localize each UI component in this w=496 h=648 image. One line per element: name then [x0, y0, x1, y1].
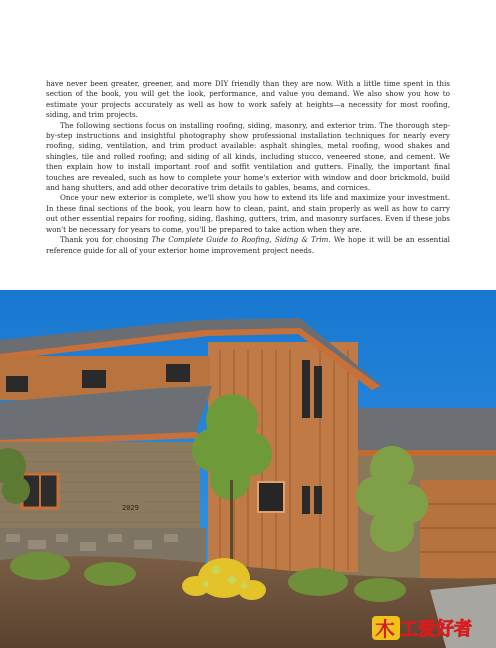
garage-door [420, 480, 496, 580]
svg-text:木: 木 [375, 617, 395, 641]
paragraph-4 [46, 235, 450, 256]
tower-window-3 [302, 486, 310, 514]
house-illustration [0, 290, 496, 648]
upper-window-3 [166, 364, 190, 382]
body-text [46, 79, 450, 256]
tower-window-5 [258, 482, 284, 512]
paragraph-3: Once your new exterior is complete, we'll show you how to extend its life and maximize your investment. In these final sections of the book, you learn how to clean, paint, and stain properly as well as how to carry out other essential repairs for roofing, siding, flashing, gutters, trim, and masonry surfaces. Even if these jobs won't be necessary for years to come, you'll be prepared to take action when they are. [46, 193, 450, 234]
watermark-logo-graphic [372, 610, 490, 642]
tree-center-trunk [230, 480, 233, 560]
book-title: The Complete Guide to Roofing, Siding & Trim [151, 235, 329, 245]
paragraph-4-lead: Thank you for choosing [60, 235, 152, 245]
upper-window-1 [6, 376, 28, 392]
svg-text:工爱好者: 工爱好者 [400, 619, 472, 640]
tower-window-2 [314, 366, 322, 418]
tower-window-4 [314, 486, 322, 514]
tower-window-1 [302, 360, 310, 418]
paragraph-1: have never been greater, greener, and more DIY friendly than they are now. With a little time spent in this section of the book, you will get the look, performance, and value you demand. We also show you how to estimate your projects accurately as well as how to work safely at heights—a necessity for most roofing, siding, and trim projects. [46, 79, 450, 120]
house-photo [0, 290, 496, 648]
paragraph-2: The following sections focus on installing roofing, siding, masonry, and exterior trim. The thorough step-by-step instructions and insightful photography show professional installation techniques for nearly every roofing, siding, ventilation, and trim product available: asphalt shingles, metal roofing, wood shakes and shingles, tile and rolled roofing; and siding of all kinds, including stucco, veneered stone, and cement. We then explain how to install important roof and soffit ventilation and gutters. Finally, the important final touches are revealed, such as how to complete your home's exterior with window and door brickmold, build and hang shutters, and add other decorative trim details to gables, beams, and cornices. [46, 120, 450, 193]
upper-window-2 [82, 370, 106, 388]
watermark-logo [372, 610, 490, 642]
house-number: 2029 [122, 504, 139, 512]
paragraph-4-tail: . We hope it will be an essential reference guide for all of your exterior home improvement project needs. [46, 235, 450, 255]
